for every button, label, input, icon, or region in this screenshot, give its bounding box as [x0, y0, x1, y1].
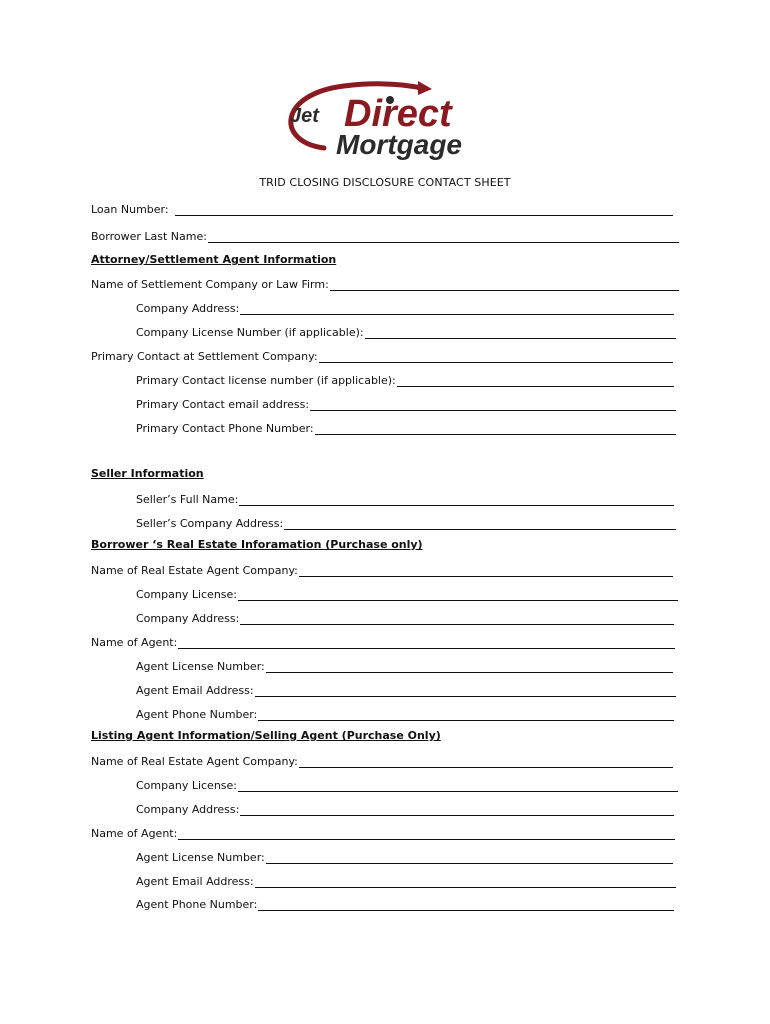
listing-agent-email-label: Agent Email Address:: [136, 875, 254, 888]
seller-section-heading: Seller Information: [91, 467, 204, 480]
primary-contact-phone-line[interactable]: [315, 423, 676, 435]
primary-contact-label: Primary Contact at Settlement Company:: [91, 350, 318, 363]
settlement-company-line[interactable]: [330, 279, 679, 291]
logo-direct: Direct: [344, 93, 452, 135]
primary-contact-email-line[interactable]: [310, 399, 676, 411]
settlement-company-license-field[interactable]: [136, 323, 676, 339]
borrower-agent-license-field[interactable]: [136, 657, 673, 673]
settlement-company-address-label: Company Address:: [136, 302, 240, 315]
primary-contact-phone-field[interactable]: [136, 419, 676, 435]
borrower-agent-name-label: Name of Agent:: [91, 636, 178, 649]
borrower-agent-company-license-label: Company License:: [136, 588, 238, 601]
borrower-agent-section-heading: Borrower ‘s Real Estate Inforamation (Purchase only): [91, 538, 423, 551]
listing-agent-name-field[interactable]: [91, 824, 675, 840]
settlement-company-address-line[interactable]: [240, 303, 674, 315]
settlement-company-label: Name of Settlement Company or Law Firm:: [91, 278, 329, 291]
seller-company-address-line[interactable]: [284, 518, 676, 530]
attorney-section-heading: Attorney/Settlement Agent Information: [91, 253, 337, 266]
listing-agent-license-line[interactable]: [266, 852, 673, 864]
borrower-agent-license-line[interactable]: [266, 661, 673, 673]
settlement-company-license-label: Company License Number (if applicable):: [136, 326, 364, 339]
borrower-agent-license-label: Agent License Number:: [136, 660, 265, 673]
page-title: TRID CLOSING DISCLOSURE CONTACT SHEET: [259, 176, 511, 189]
borrower-agent-company-license-line[interactable]: [238, 589, 678, 601]
listing-agent-company-address-line[interactable]: [240, 804, 674, 816]
borrower-agent-company-field[interactable]: [91, 561, 673, 577]
primary-contact-license-label: Primary Contact license number (if applicable):: [136, 374, 396, 387]
borrower-last-name-label: Borrower Last Name:: [91, 230, 207, 243]
jet-direct-mortgage-logo: [272, 78, 498, 160]
borrower-agent-company-label: Name of Real Estate Agent Company:: [91, 564, 298, 577]
logo-mortgage: Mortgage: [336, 129, 462, 160]
listing-agent-license-field[interactable]: [136, 848, 673, 864]
listing-agent-phone-field[interactable]: [136, 895, 674, 911]
borrower-agent-company-license-field[interactable]: [136, 585, 678, 601]
listing-agent-company-license-line[interactable]: [238, 780, 678, 792]
seller-company-address-label: Seller’s Company Address:: [136, 517, 284, 530]
seller-full-name-line[interactable]: [239, 494, 674, 506]
logo-jet: Jet: [290, 105, 319, 127]
listing-agent-company-license-label: Company License:: [136, 779, 238, 792]
borrower-agent-company-address-line[interactable]: [240, 613, 674, 625]
listing-agent-email-field[interactable]: [136, 872, 676, 888]
listing-agent-company-line[interactable]: [299, 756, 673, 768]
settlement-company-license-line[interactable]: [365, 327, 676, 339]
primary-contact-line[interactable]: [319, 351, 673, 363]
listing-agent-company-label: Name of Real Estate Agent Company:: [91, 755, 298, 768]
primary-contact-license-field[interactable]: [136, 371, 674, 387]
borrower-last-name-line[interactable]: [208, 231, 679, 243]
seller-company-address-field[interactable]: [136, 514, 676, 530]
borrower-last-name-field[interactable]: [91, 227, 679, 243]
borrower-agent-company-address-field[interactable]: [136, 609, 674, 625]
loan-number-field[interactable]: [91, 200, 673, 216]
listing-agent-name-line[interactable]: [178, 828, 675, 840]
primary-contact-email-field[interactable]: [136, 395, 676, 411]
borrower-agent-phone-line[interactable]: [258, 709, 674, 721]
primary-contact-field[interactable]: [91, 347, 673, 363]
seller-full-name-field[interactable]: [136, 490, 674, 506]
loan-number-label: Loan Number:: [91, 203, 169, 216]
borrower-agent-name-field[interactable]: [91, 633, 675, 649]
listing-agent-email-line[interactable]: [255, 876, 676, 888]
listing-agent-company-field[interactable]: [91, 752, 673, 768]
listing-agent-phone-label: Agent Phone Number:: [136, 898, 258, 911]
listing-agent-name-label: Name of Agent:: [91, 827, 178, 840]
borrower-agent-email-label: Agent Email Address:: [136, 684, 254, 697]
borrower-agent-company-address-label: Company Address:: [136, 612, 240, 625]
listing-agent-license-label: Agent License Number:: [136, 851, 265, 864]
seller-full-name-label: Seller’s Full Name:: [136, 493, 239, 506]
listing-agent-company-license-field[interactable]: [136, 776, 678, 792]
borrower-agent-company-line[interactable]: [299, 565, 673, 577]
primary-contact-email-label: Primary Contact email address:: [136, 398, 310, 411]
borrower-agent-name-line[interactable]: [178, 637, 675, 649]
primary-contact-license-line[interactable]: [397, 375, 674, 387]
borrower-agent-phone-field[interactable]: [136, 705, 674, 721]
borrower-agent-phone-label: Agent Phone Number:: [136, 708, 258, 721]
loan-number-line[interactable]: [175, 204, 673, 216]
listing-agent-phone-line[interactable]: [258, 899, 674, 911]
listing-agent-section-heading: Listing Agent Information/Selling Agent (Purchase Only): [91, 729, 441, 742]
primary-contact-phone-label: Primary Contact Phone Number:: [136, 422, 314, 435]
settlement-company-field[interactable]: [91, 275, 679, 291]
borrower-agent-email-field[interactable]: [136, 681, 676, 697]
listing-agent-company-address-field[interactable]: [136, 800, 674, 816]
settlement-company-address-field[interactable]: [136, 299, 674, 315]
borrower-agent-email-line[interactable]: [255, 685, 676, 697]
listing-agent-company-address-label: Company Address:: [136, 803, 240, 816]
